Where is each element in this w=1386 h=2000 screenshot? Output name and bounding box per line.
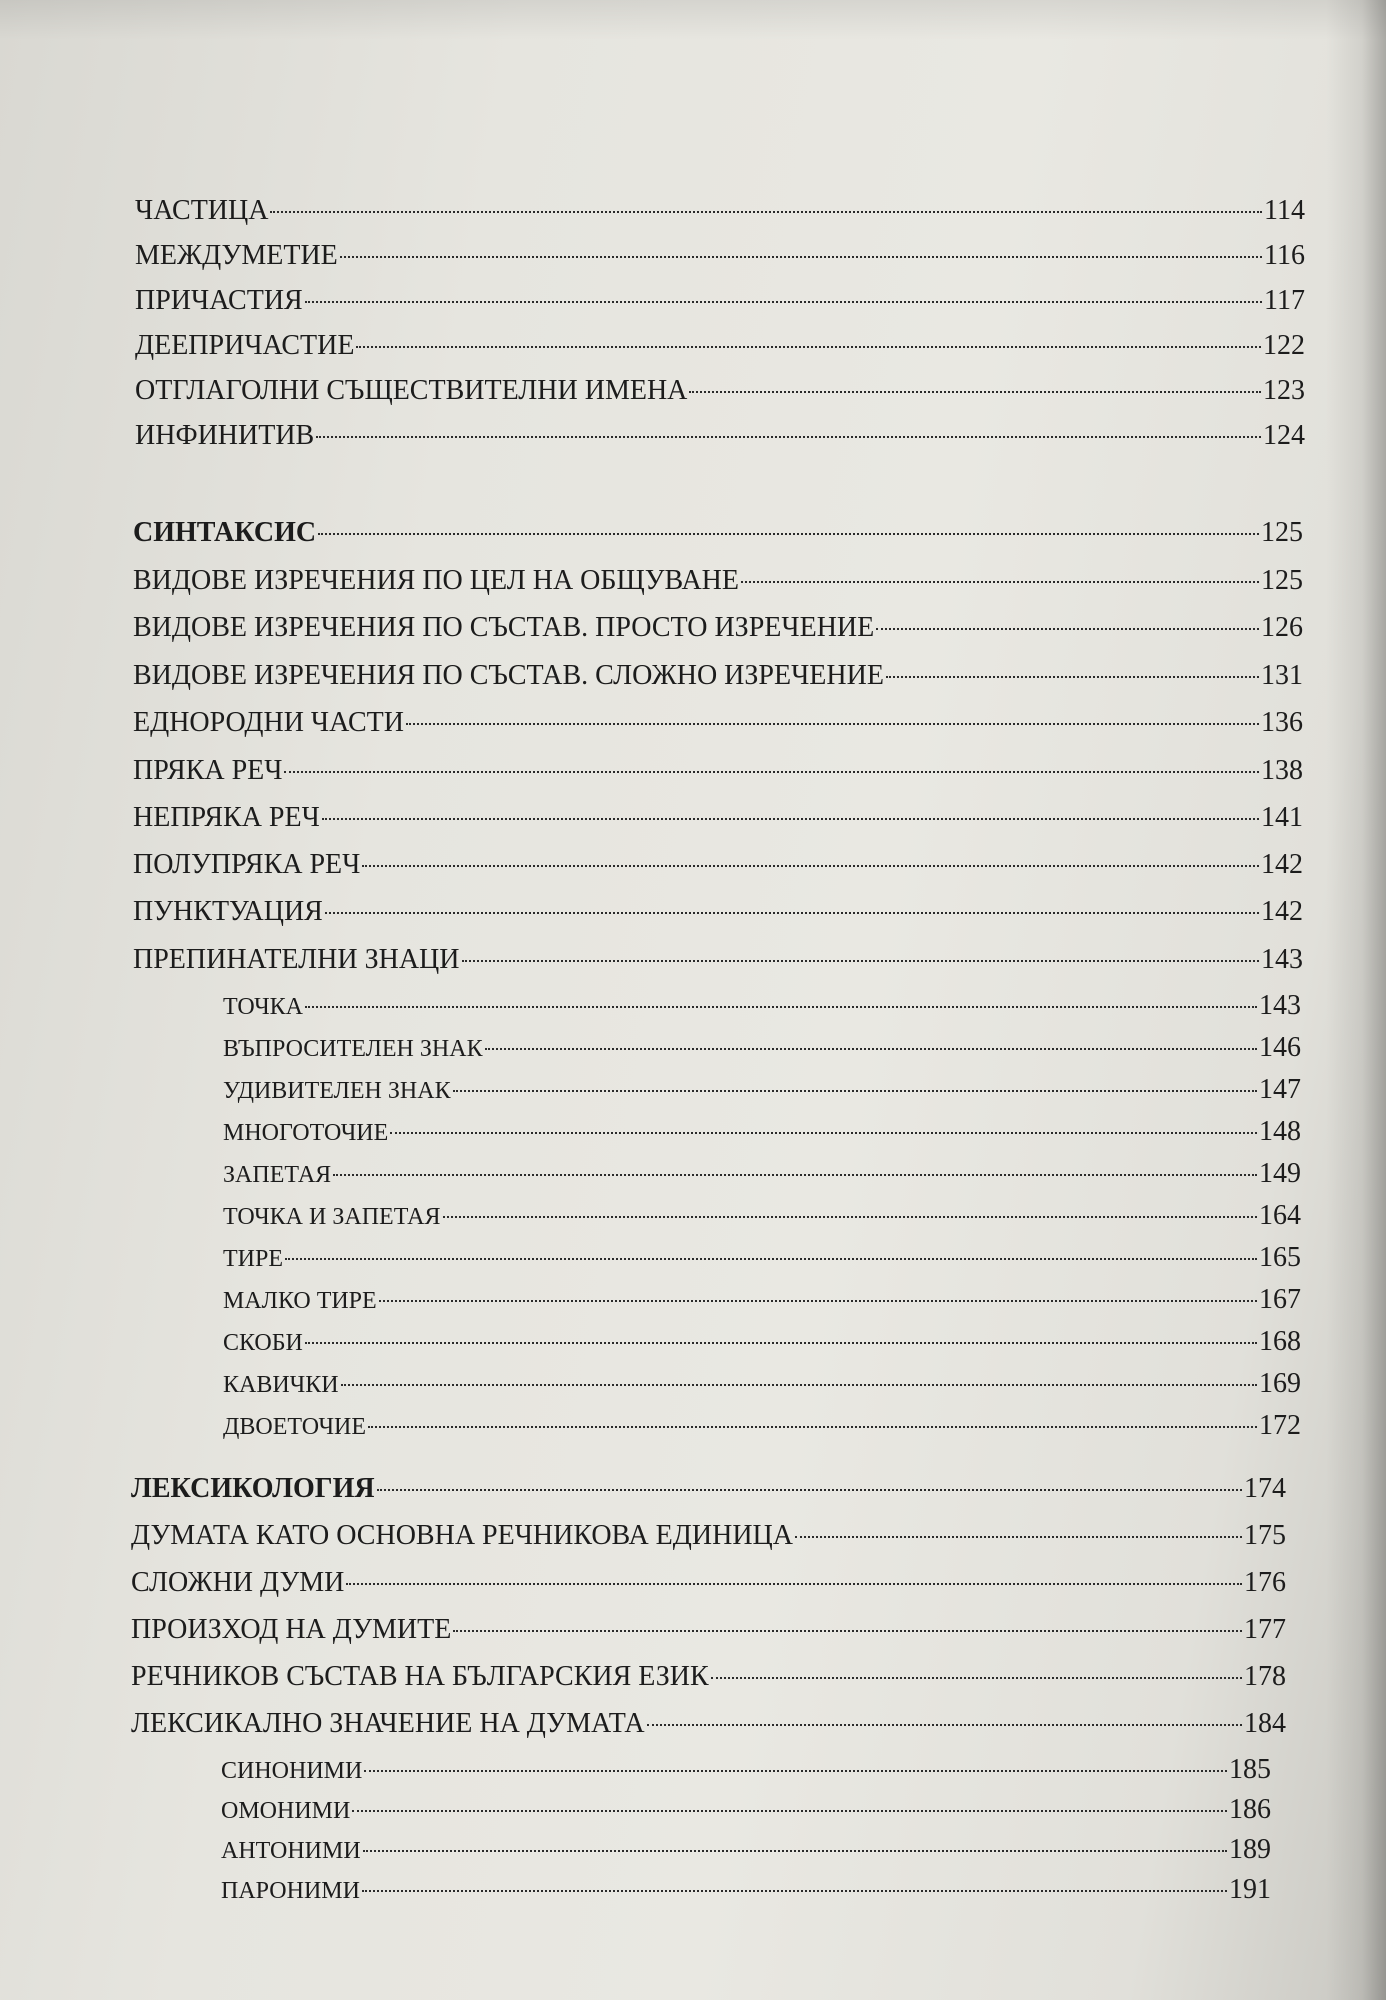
toc-subentry-page: 191 bbox=[1229, 1874, 1271, 1905]
toc-entry-label: ПОЛУПРЯКА РЕЧ bbox=[133, 849, 361, 880]
toc-subentry bbox=[221, 1834, 1271, 1866]
toc-entry-page: 114 bbox=[1264, 195, 1305, 226]
toc-subentry bbox=[223, 990, 1301, 1022]
page-edge-shadow bbox=[1326, 0, 1386, 2000]
dot-leader bbox=[362, 1890, 1227, 1892]
toc-subentry-page: 167 bbox=[1259, 1284, 1301, 1315]
dot-leader bbox=[741, 581, 1259, 583]
dot-leader bbox=[443, 1216, 1258, 1218]
toc-entry-page: 131 bbox=[1261, 660, 1303, 691]
toc-subentry-page: 189 bbox=[1229, 1834, 1271, 1865]
dot-leader bbox=[364, 1770, 1227, 1772]
toc-entry bbox=[131, 1520, 1286, 1552]
toc-entry-page: 125 bbox=[1261, 565, 1303, 596]
toc-entry-page: 126 bbox=[1261, 612, 1303, 643]
dot-leader bbox=[352, 1810, 1227, 1812]
toc-subentry-label: ТОЧКА И ЗАПЕТАЯ bbox=[223, 1204, 441, 1230]
dot-leader bbox=[318, 533, 1259, 535]
toc-entry-page: 175 bbox=[1244, 1520, 1286, 1551]
toc-entry-label: МЕЖДУМЕТИЕ bbox=[135, 240, 338, 271]
toc-subentry-label: АНТОНИМИ bbox=[221, 1838, 361, 1864]
toc-section-lexicology bbox=[131, 1473, 1286, 1505]
page-top-shadow bbox=[0, 0, 1386, 40]
toc-entry bbox=[133, 849, 1303, 881]
toc-subentry bbox=[223, 1032, 1301, 1064]
toc-subentry bbox=[223, 1074, 1301, 1106]
toc-subentry-label: УДИВИТЕЛЕН ЗНАК bbox=[223, 1078, 451, 1104]
dot-leader bbox=[647, 1724, 1242, 1726]
dot-leader bbox=[390, 1132, 1257, 1134]
toc-subentry-label: ТИРЕ bbox=[223, 1246, 283, 1272]
toc-entry-page: 122 bbox=[1263, 330, 1305, 361]
toc-subentry-label: ВЪПРОСИТЕЛЕН ЗНАК bbox=[223, 1036, 483, 1062]
toc-section-syntax bbox=[133, 517, 1303, 549]
toc-entry-label: ДУМАТА КАТО ОСНОВНА РЕЧНИКОВА ЕДИНИЦА bbox=[131, 1520, 793, 1551]
dot-leader bbox=[316, 436, 1261, 438]
toc-entry-page: 138 bbox=[1261, 755, 1303, 786]
toc-entry-prichastiya bbox=[135, 285, 1305, 317]
toc-subentry-label: ПАРОНИМИ bbox=[221, 1878, 360, 1904]
dot-leader bbox=[453, 1630, 1242, 1632]
dot-leader bbox=[305, 301, 1262, 303]
toc-entry-label: ПРЕПИНАТЕЛНИ ЗНАЦИ bbox=[133, 944, 460, 975]
dot-leader bbox=[305, 1342, 1257, 1344]
toc-entry bbox=[133, 896, 1303, 928]
toc-entry-label: ИНФИНИТИВ bbox=[135, 420, 315, 451]
dot-leader bbox=[711, 1677, 1242, 1679]
toc-entry-page: 116 bbox=[1264, 240, 1305, 271]
toc-entry-chastitsa bbox=[135, 195, 1305, 227]
toc-entry-label: ДЕЕПРИЧАСТИЕ bbox=[135, 330, 355, 361]
toc-entry-page: 136 bbox=[1261, 707, 1303, 738]
dot-leader bbox=[453, 1090, 1257, 1092]
toc-subentry bbox=[221, 1754, 1271, 1786]
dot-leader bbox=[333, 1174, 1257, 1176]
toc-subentry-label: КАВИЧКИ bbox=[223, 1372, 339, 1398]
toc-entry-page: 176 bbox=[1244, 1567, 1286, 1598]
dot-leader bbox=[368, 1426, 1257, 1428]
toc-entry-mezhdumetie bbox=[135, 240, 1305, 272]
toc-subentry-page: 147 bbox=[1259, 1074, 1301, 1105]
toc-entry-label: НЕПРЯКА РЕЧ bbox=[133, 802, 320, 833]
toc-subentry bbox=[223, 1410, 1301, 1442]
toc-entry bbox=[133, 802, 1303, 834]
toc-entry bbox=[133, 944, 1303, 976]
toc-entry-label: ПРЯКА РЕЧ bbox=[133, 755, 283, 786]
dot-leader bbox=[379, 1300, 1257, 1302]
toc-entry-page: 123 bbox=[1263, 375, 1305, 406]
section-heading: СИНТАКСИС bbox=[133, 517, 317, 548]
toc-subentry-page: 172 bbox=[1259, 1410, 1301, 1441]
toc-subentry bbox=[221, 1874, 1271, 1906]
toc-entry bbox=[133, 755, 1303, 787]
toc-entry-label: ЕДНОРОДНИ ЧАСТИ bbox=[133, 707, 404, 738]
toc-entry-page: 177 bbox=[1244, 1614, 1286, 1645]
toc-subentry-label: СИНОНИМИ bbox=[221, 1758, 363, 1784]
toc-entry bbox=[131, 1661, 1286, 1693]
toc-entry-label: ЛЕКСИКАЛНО ЗНАЧЕНИЕ НА ДУМАТА bbox=[131, 1708, 645, 1739]
toc-entry-deeprichastie bbox=[135, 330, 1305, 362]
dot-leader bbox=[362, 865, 1259, 867]
toc-subentry-page: 169 bbox=[1259, 1368, 1301, 1399]
toc-entry-label: ПРОИЗХОД НА ДУМИТЕ bbox=[131, 1614, 452, 1645]
toc-entry-otglagolni bbox=[135, 375, 1305, 407]
section-heading: ЛЕКСИКОЛОГИЯ bbox=[131, 1473, 375, 1504]
toc-entry-page: 178 bbox=[1244, 1661, 1286, 1692]
toc-subentry bbox=[223, 1284, 1301, 1316]
toc-entry bbox=[131, 1614, 1286, 1646]
dot-leader bbox=[270, 211, 1262, 213]
toc-entry-page: 143 bbox=[1261, 944, 1303, 975]
toc-subentry-page: 143 bbox=[1259, 990, 1301, 1021]
dot-leader bbox=[284, 771, 1259, 773]
dot-leader bbox=[406, 723, 1259, 725]
toc-entry-label: ВИДОВЕ ИЗРЕЧЕНИЯ ПО ЦЕЛ НА ОБЩУВАНЕ bbox=[133, 565, 739, 596]
toc-subentry-label: ДВОЕТОЧИЕ bbox=[223, 1414, 367, 1440]
dot-leader bbox=[340, 256, 1262, 258]
dot-leader bbox=[305, 1006, 1257, 1008]
toc-entry bbox=[133, 707, 1303, 739]
toc-subentry-page: 186 bbox=[1229, 1794, 1271, 1825]
dot-leader bbox=[325, 912, 1259, 914]
toc-entry bbox=[131, 1708, 1286, 1740]
dot-leader bbox=[356, 346, 1261, 348]
dot-leader bbox=[363, 1850, 1227, 1852]
toc-subentry-page: 149 bbox=[1259, 1158, 1301, 1189]
dot-leader bbox=[689, 391, 1261, 393]
toc-entry-page: 142 bbox=[1261, 896, 1303, 927]
dot-leader bbox=[462, 960, 1260, 962]
toc-subentry-page: 168 bbox=[1259, 1326, 1301, 1357]
toc-subentry-label: ТОЧКА bbox=[223, 994, 304, 1020]
toc-entry-label: СЛОЖНИ ДУМИ bbox=[131, 1567, 345, 1598]
toc-entry-label: ВИДОВЕ ИЗРЕЧЕНИЯ ПО СЪСТАВ. СЛОЖНО ИЗРЕЧЕНИЕ bbox=[133, 660, 884, 691]
dot-leader bbox=[341, 1384, 1257, 1386]
toc-entry bbox=[133, 612, 1303, 644]
toc-entry-label: ВИДОВЕ ИЗРЕЧЕНИЯ ПО СЪСТАВ. ПРОСТО ИЗРЕЧЕНИЕ bbox=[133, 612, 875, 643]
dot-leader bbox=[886, 676, 1259, 678]
toc-entry-page: 124 bbox=[1263, 420, 1305, 451]
toc-entry bbox=[131, 1567, 1286, 1599]
toc-entry-label: ПУНКТУАЦИЯ bbox=[133, 896, 323, 927]
toc-subentry bbox=[221, 1794, 1271, 1826]
toc-subentry bbox=[223, 1326, 1301, 1358]
toc-entry-page: 141 bbox=[1261, 802, 1303, 833]
toc-subentry bbox=[223, 1242, 1301, 1274]
toc-subentry bbox=[223, 1116, 1301, 1148]
toc-subentry-page: 148 bbox=[1259, 1116, 1301, 1147]
toc-entry-page: 125 bbox=[1261, 517, 1303, 548]
toc-entry-page: 142 bbox=[1261, 849, 1303, 880]
dot-leader bbox=[346, 1583, 1242, 1585]
toc-subentry bbox=[223, 1368, 1301, 1400]
dot-leader bbox=[876, 628, 1259, 630]
toc-subentry-label: СКОБИ bbox=[223, 1330, 303, 1356]
dot-leader bbox=[285, 1258, 1257, 1260]
dot-leader bbox=[322, 818, 1259, 820]
toc-entry bbox=[133, 565, 1303, 597]
toc-subentry-page: 146 bbox=[1259, 1032, 1301, 1063]
dot-leader bbox=[795, 1536, 1242, 1538]
toc-entry-page: 117 bbox=[1264, 285, 1305, 316]
toc-subentry-label: МНОГОТОЧИЕ bbox=[223, 1120, 389, 1146]
toc-subentry bbox=[223, 1200, 1301, 1232]
dot-leader bbox=[485, 1048, 1257, 1050]
toc-subentry-page: 165 bbox=[1259, 1242, 1301, 1273]
toc-entry-label: ПРИЧАСТИЯ bbox=[135, 285, 303, 316]
toc-subentry-label: ОМОНИМИ bbox=[221, 1798, 351, 1824]
toc-subentry-page: 164 bbox=[1259, 1200, 1301, 1231]
toc-subentry-page: 185 bbox=[1229, 1754, 1271, 1785]
toc-entry-page: 174 bbox=[1244, 1473, 1286, 1504]
toc-entry-label: ОТГЛАГОЛНИ СЪЩЕСТВИТЕЛНИ ИМЕНА bbox=[135, 375, 688, 406]
toc-entry-label: РЕЧНИКОВ СЪСТАВ НА БЪЛГАРСКИЯ ЕЗИК bbox=[131, 1661, 709, 1692]
toc-entry bbox=[133, 660, 1303, 692]
toc-subentry-label: МАЛКО ТИРЕ bbox=[223, 1288, 377, 1314]
toc-subentry-label: ЗАПЕТАЯ bbox=[223, 1162, 332, 1188]
toc-entry-label: ЧАСТИЦА bbox=[135, 195, 269, 226]
dot-leader bbox=[377, 1489, 1242, 1491]
toc-entry-page: 184 bbox=[1244, 1708, 1286, 1739]
toc-entry-infinitiv bbox=[135, 420, 1305, 452]
toc-subentry bbox=[223, 1158, 1301, 1190]
